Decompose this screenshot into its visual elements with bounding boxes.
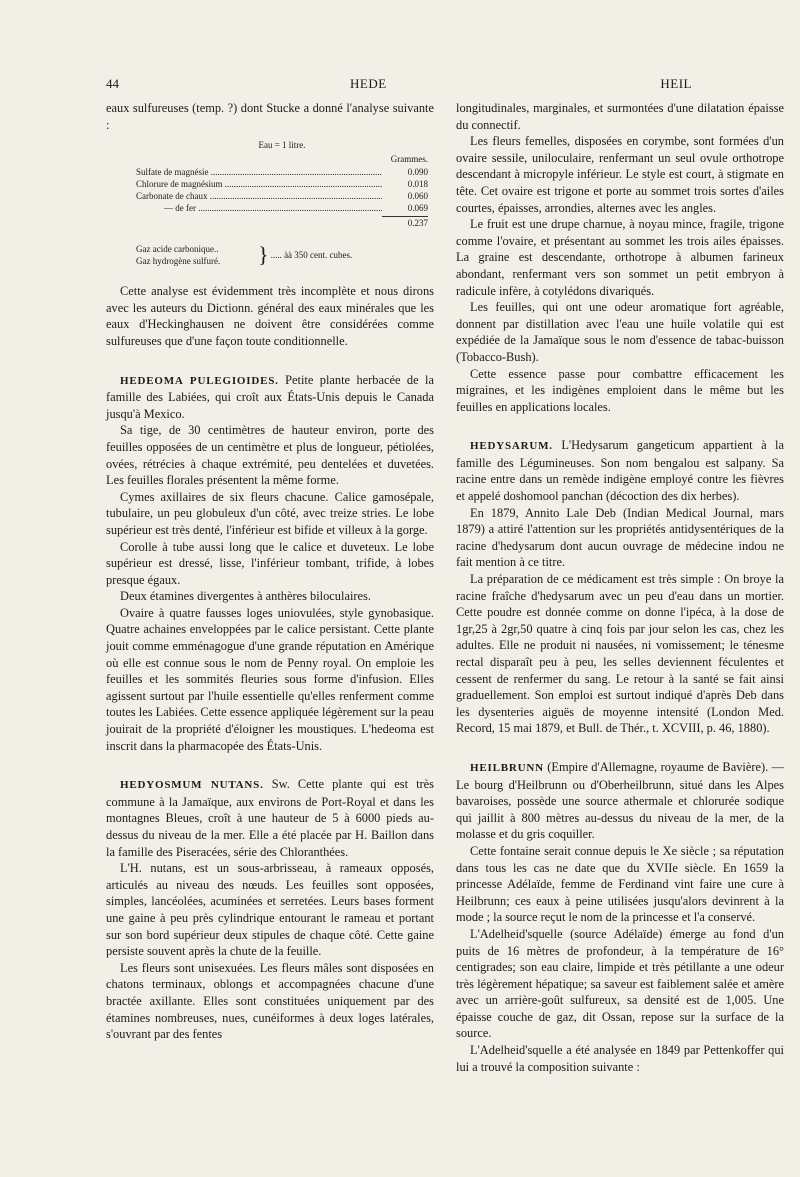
paragraph: Cette essence passe pour combattre efficacement les migraines, et les indigènes emploient dans le même but les feuilles en applications locales. [456,366,784,414]
table-row: — de fer ..... 0.069 [136,202,428,214]
entry-hedysarum: HEDYSARUM. L'Hedysarum gangeticum appartient à la famille des Légumineuses. Son nom bengalou est salpany. Sa racine entre dans un remède indigène employé contre les fièvres et appelé doshomool panchan (décoction des dix herbes). [456,438,784,504]
paragraph: Corolle à tube aussi long que le calice et duveteux. Le lobe supérieur est dressé, lisse, l'inférieur tombant, trifide, à lobes presque égaux. [106,539,434,587]
running-head [106,76,692,94]
page-number: 44 [106,76,119,91]
gas-sulfide: Gaz hydrogène sulfuré. [136,256,221,267]
header-right-title: HEIL [660,76,692,91]
gas-rows [136,243,428,267]
entry-heilbrunn: HEILBRUNN (Empire d'Allemagne, royaume de Bavière). — Le bourg d'Heilbrunn ou d'Oberheilbrunn, situé dans les Alpes bavaroises, possède une source athermale et chlorurée sodique qui jaillit à 800 mètres au-dessus du niveau de la mer, de la molasse et du gris coquiller. [456,759,784,842]
paragraph: Deux étamines divergentes à anthères biloculaires. [120,589,371,604]
analysis-table [136,139,428,267]
table-header: Eau = 1 litre. [258,140,306,151]
paragraph: Les fleurs sont unisexuées. Les fleurs mâles sont disposées en chatons terminaux, oblongs et accompagnées chacune d'une bractée axillante. Elles sont constituées uniquement par des étamines nombreuses, nues, cunéiformes à deux loges latérales, s'ouvrant par des fentes [106,960,434,1042]
brace-icon: } [258,242,269,268]
entry-hedyosmum: HEDYOSMUM NUTANS. Sw. Cette plante qui est très commune à la Jamaïque, aux environs de Port-Royal et dans les montagnes Bleues, croît à une hauteur de 5 à 6000 pieds au-dessus du niveau de la mer. Elle a été placée par H. Baillon dans la famille des Piseracées, série des Chloranthées. [106,777,434,859]
paragraph: Les feuilles, qui ont une odeur aromatique fort agréable, donnent par distillation avec l'eau une huile volatile qui est expédiée de la Jamaïque sous le nom d'essence de tabac-buisson (Tobacco-Bush). [456,300,784,364]
gas-carbonic: Gaz acide carbonique.. [136,244,219,255]
paragraph: longitudinales, marginales, et surmontées d'une dilatation épaisse du connectif. [456,101,784,132]
entry-heading: HEDYSARUM. [470,440,553,453]
analysis-intro: eaux sulfureuses (temp. ?) dont Stucke a donné l'analyse suivante : [106,101,434,132]
paragraph: La préparation de ce médicament est très simple : On broye la racine fraîche d'hedysarum avec un peu d'eau dans un mortier. Cette poudre est donnée comme on donne l'ipéca, à la dose de 1gr,25 à 2gr,50 quatre à cinq fois par jour selon les cas, chez les adultes. Elle ne produit ni nausées, ni vomissement; le ténesme rectal disparaît peu à peu, les selles deviennent féculentes et cessent de renfermer du sang. Le retour à la santé se fait ainsi graduellement. Son emploi est surtout indiqué d'après Deb dans les dysenteries aiguës de moyenne intensité (London Med. Record, 15 mai 1879, et Bull. de Thér., t. XCVIII, p. 46, 1880). [456,572,784,736]
table-row: Chlorure de magnésium ..... 0.018 [136,178,428,190]
paragraph: Le fruit est une drupe charnue, à noyau mince, fragile, trigone comme l'ovaire, et présentant au sommet les trois ailes épaisses. La graine est descendante, orthotrope à albumen farineux abondant, renfermant vers son sommet un petit embryon à radicule infère, à cotylédons divariqués. [456,217,784,298]
paragraph: L'H. nutans, est un sous-arbrisseau, à rameaux opposés, articulés au niveau des nœuds. Les feuilles sont opposées, simples, lancéolées, acuminées et serretées. Leurs bases forment une gaine à peu près cylindrique entourant le rameau et portant sur son bord supérieur deux stipules de chaque côté. Cette gaine persiste souvent après la chute de la feuille. [106,861,434,959]
entry-heading: HEDYOSMUM NUTANS. [120,779,264,792]
table-unit: Grammes. [390,154,428,165]
gas-volume: ..... àà 350 cent. cubes. [270,250,353,261]
paragraph: En 1879, Annito Lale Deb (Indian Medical Journal, mars 1879) a attiré l'attention sur les propriétés antidysentériques de la racine d'hedysarum dont aucun ouvrage de médecine indou ne fait mention à ce titre. [456,505,784,570]
paragraph: L'Adelheid'squelle a été analysée en 1849 par Pettenkoffer qui lui a trouvé la composition suivante : [456,1043,784,1074]
right-column [456,100,784,1075]
paragraph: Cette fontaine serait connue depuis le Xe siècle ; sa réputation dans tous les cas ne date que du XVIIe siècle. En 1659 la princesse Adélaïde, femme de Ferdinand vint faire une cure à Heilbrunn; ces eaux à peine utilisées jusqu'alors devinrent à la mode ; la source reçut le nom de la princesse et l'a conservé. [456,843,784,925]
paragraph: L'Adelheid'squelle (source Adélaïde) émerge au fond d'un puits de 16 mètres de profondeur, à la température de 16° centigrades; son eau claire, limpide et très pétillante a une odeur très légèrement hépatique; sa saveur est faiblement salée et amère avec un arrière-goût sulfureux, sa densité est de 1,005. Une épaisse couche de gaz, dit Ossan, repose sur la surface de la source. [456,926,784,1041]
paragraph: Les fleurs femelles, disposées en corymbe, sont formées d'un ovaire sessile, uniloculaire, renfermant un seul ovule orthotrope descendant à micropyle inférieur. Le style est court, à stigmate en tête. Cet ovaire est trigone et porte au sommet trois sortes d'ailes courtes, épaisses, arrondies, alternes avec les angles. [456,134,784,215]
header-left-title: HEDE [350,76,387,91]
entry-heading: HEILBRUNN [470,761,544,774]
table-total: 0.237 [382,216,428,229]
left-column [106,100,434,1043]
paragraph: Cymes axillaires de six fleurs chacune. Calice gamosépale, tubulaire, un peu globuleux d'un côté, avec treize stries. Le lobe supérieur est très denté, l'inférieur est bifide et villeux à la gorge. [106,489,434,537]
entry-hedeoma: HEDEOMA PULEGIOIDES. Petite plante herbacée de la famille des Labiées, qui croît aux États-Unis depuis le Canada jusqu'à Mexico. [106,372,434,421]
table-row: Carbonate de chaux ..... 0.060 [136,190,428,202]
analysis-paragraph: Cette analyse est évidemment très incomplète et nous dirons avec les auteurs du Dictionn. général des eaux minérales que les eaux d'Heckinghausen ne doivent être considérées comme sulfureuses que d'une façon toute conditionnelle. [106,284,434,348]
paragraph: Sa tige, de 30 centimètres de hauteur environ, porte des feuilles opposées de un centimètre et plus de longueur, pétiolées, ovées, rétrécies à chaque extrémité, peu dentelées et duvetées. Les feuilles florales présentent la même forme. [106,423,434,488]
entry-heading: HEDEOMA PULEGIOIDES. [120,374,279,387]
table-row: Sulfate de magnésie ..... 0.090 [136,166,428,178]
paragraph: Ovaire à quatre fausses loges uniovulées, style gynobasique. Quatre achaines enveloppées par le calice persistant. Cette plante jouit comme emménagogue d'une grande réputation en Amérique où elle est connue sous le nom de Penny royal. On emploie les feuilles et les sommités fleuries sous forme d'infusion. Elles agissent surtout par l'huile essentielle qu'elles renferment comme toutes les Labiées. Cette essence appliquée légèrement sur la peau jouirait de la propriété d'éloigner les moustiques. L'hedeoma est inscrit dans la pharmacopée des États-Unis. [106,605,434,753]
